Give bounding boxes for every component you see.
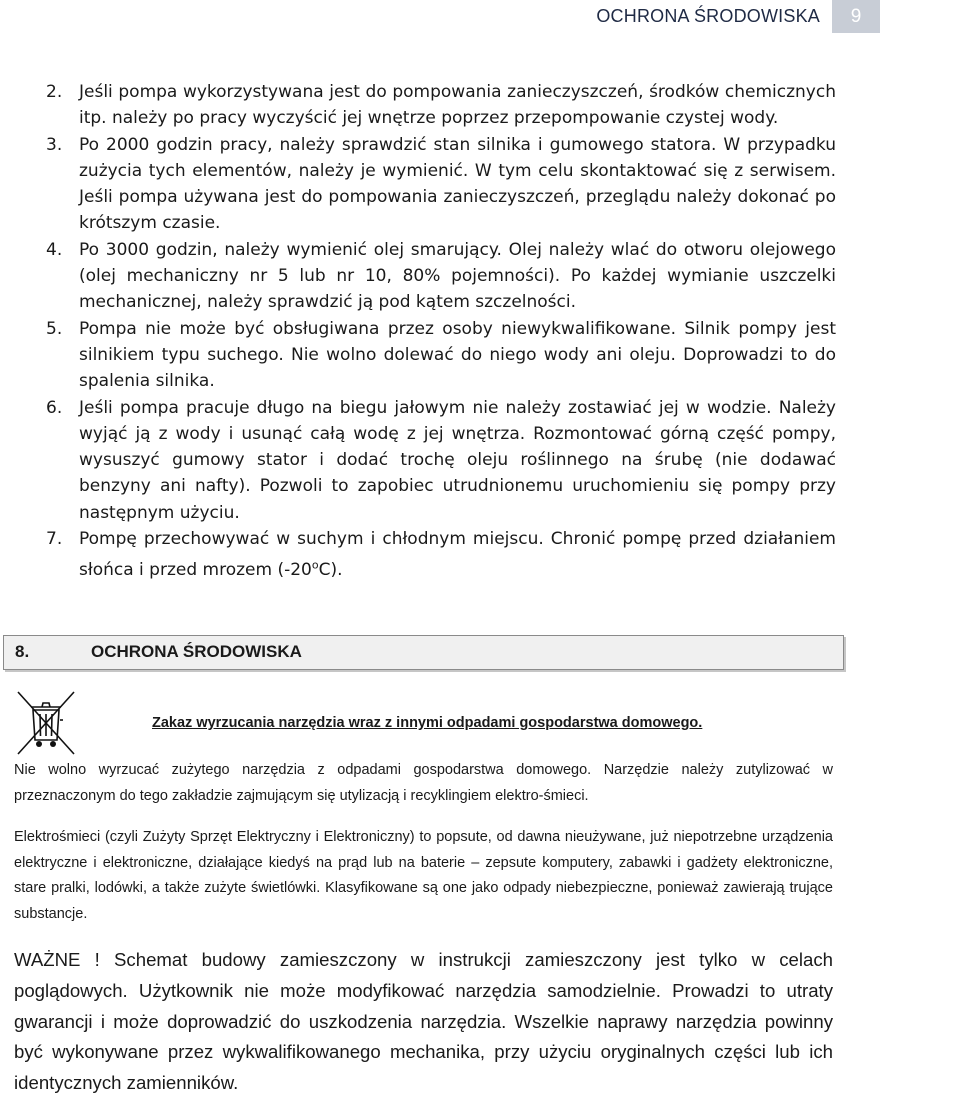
step-text: Jeśli pompa wykorzystywana jest do pompowania zanieczyszczeń, środków chemicznych itp. należy po pracy wyczyścić jej wnętrze poprzez przepompowanie czystej wody. (79, 82, 836, 129)
step-text: Jeśli pompa pracuje długo na biegu jałowym nie należy zostawiać jej w wodzie. Należy wyjąć ją z wody i usunąć całą wodę z jej wnętrza. Rozmontować górną część pompy, wysuszyć gumowy stator i dodać trochę oleju roślinnego na śrubę (nie dodawać benzyny ani nafty). Pozwoli to zapobiec utrudnionemu uruchomieniu się pompy przy następnym użyciu. (79, 397, 836, 523)
header-title: OCHRONA ŚRODOWISKA (596, 6, 820, 26)
step-7 (46, 526, 836, 583)
weee-heading: Zakaz wyrzucania narzędzia wraz z innymi odpadami gospodarstwa domowego. (152, 715, 703, 731)
step-number: 4. (46, 239, 63, 260)
section-number: 8. (15, 642, 30, 661)
step-text: Pompa nie może być obsługiwana przez osoby niewykwalifikowane. Silnik pompy jest silnikiem typu suchego. Nie wolno dolewać do niego wody ani oleju. Doprowadzi to do spalenia silnika. (79, 318, 836, 392)
step-text: Po 2000 godzin pracy, należy sprawdzić stan silnika i gumowego statora. W przypadku zużycia tych elementów, należy je wymienić. W tym celu skontaktować się z serwisem. Jeśli pompa używana jest do pompowania zanieczyszczeń, przeglądu należy dokonać po krótszym czasie. (79, 134, 836, 234)
page-number: 9 (850, 6, 862, 27)
step-text (79, 529, 836, 580)
step-number: 2. (46, 82, 63, 102)
step-number: 5. (46, 318, 63, 339)
disposal-paragraph: Nie wolno wyrzucać zużytego narzędzia z odpadami gospodarstwa domowego. Narzędzie należy zutylizować w przeznaczonym do tego zakładzie zajmującym się utylizacją i recyklingiem elektro-śmieci. (14, 762, 833, 804)
step-4 (46, 237, 836, 316)
step-6 (46, 395, 836, 526)
step-text: Po 3000 godzin, należy wymienić olej smarujący. Olej należy wlać do otworu olejowego (olej mechaniczny nr 5 lub nr 10, 80% pojemności). Po każdej wymianie uszczelki mechanicznej, należy sprawdzić ją pod kątem szczelności. (79, 239, 836, 313)
maintenance-steps-list (46, 79, 836, 583)
important-notice: WAŻNE ! Schemat budowy zamieszczony w instrukcji zamieszczony jest tylko w celach poglądowych. Użytkownik nie może modyfikować narzędzia samodzielnie. Prowadzi to utraty gwarancji i może doprowadzić do uszkodzenia narzędzia. Wszelkie naprawy narzędzia powinny być wykonywane przez wykwalifikowanego mechanika, przy użyciu oryginalnych części lub ich identycznych zamienników. (14, 949, 833, 1094)
step-2 (46, 79, 836, 132)
step-3 (46, 132, 836, 237)
page-number-box (832, 0, 880, 33)
step-text-after: C). (318, 560, 343, 580)
page-header (0, 0, 960, 36)
step-number: 6. (46, 397, 63, 418)
degree-superscript: o (311, 558, 319, 572)
step-number: 3. (46, 134, 63, 155)
section-title: OCHRONA ŚRODOWISKA (91, 642, 302, 661)
step-5 (46, 316, 836, 395)
section-heading-bar (3, 635, 844, 670)
step-number: 7. (46, 529, 63, 550)
e-waste-paragraph: Elektrośmieci (czyli Zużyty Sprzęt Elektryczny i Elektroniczny) to popsute, od dawna nieużywane, już niepotrzebne urządzenia elektryczne i elektroniczne, działające kiedyś na prąd lub na baterie – zepsute komputery, zabawki i gadżety elektroniczne, stare pralki, lodówki, a także zużyte świetlówki. Klasyfikowane są one jako odpady niebezpieczne, ponieważ zawierają trujące substancje. (14, 829, 833, 922)
step-text-before: Pompę przechowywać w suchym i chłodnym miejscu. Chronić pompę przed działaniem słońca i przed mrozem (-20 (79, 529, 836, 580)
crossed-out-wheelie-bin-icon (16, 690, 76, 756)
